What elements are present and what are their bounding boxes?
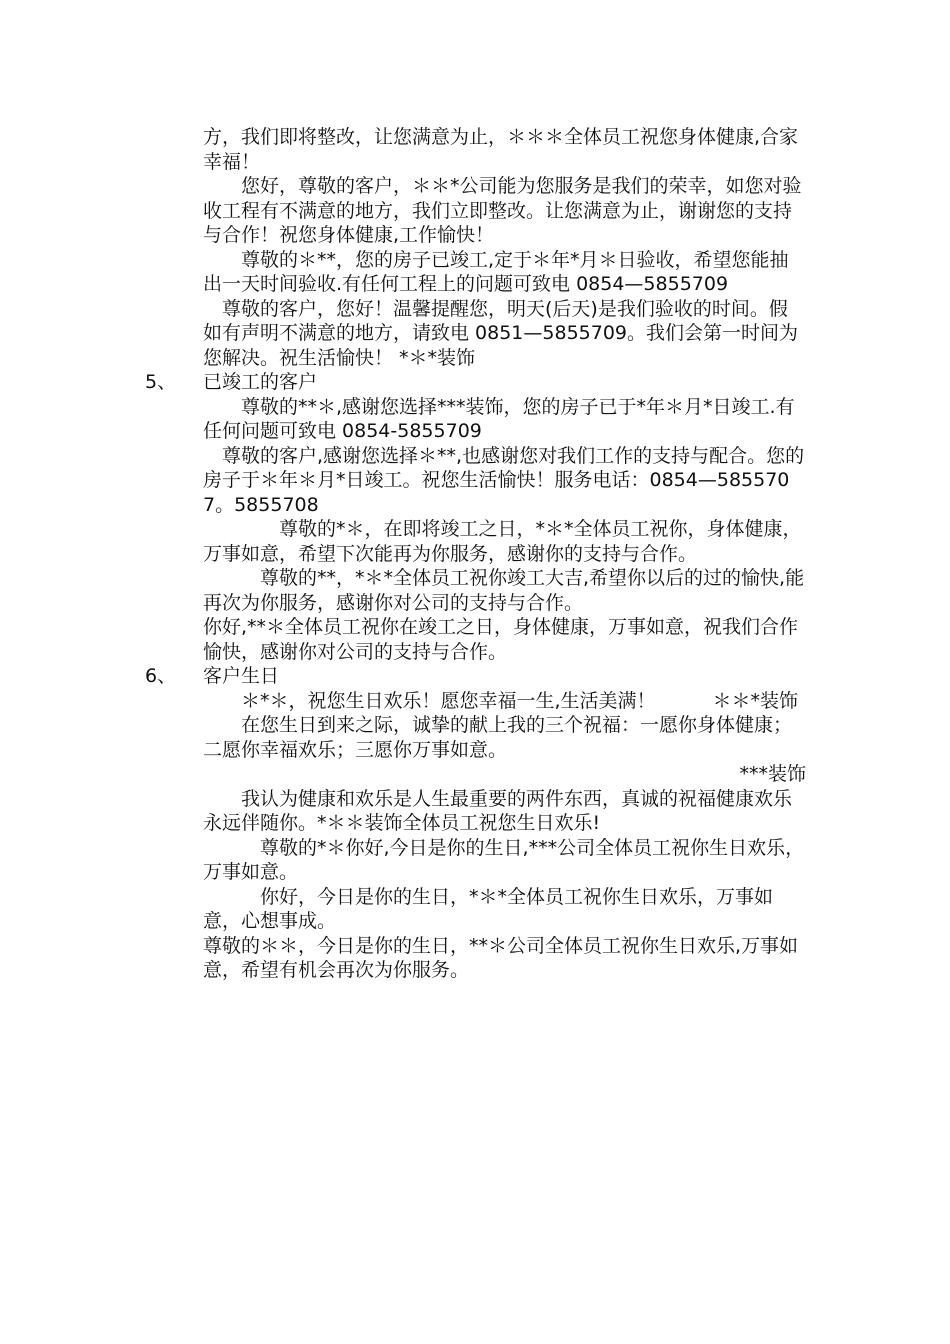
paragraph: 我认为健康和欢乐是人生最重要的两件东西，真诚的祝福健康欢乐永远伴随你。*＊＊装饰全体员工祝您生日欢乐! [203, 787, 793, 834]
paragraph: 尊敬的*＊，在即将竣工之日，*＊*全体员工祝你，身体健康，万事如意，希望下次能再为你服务，感谢你的支持与合作。 [203, 518, 802, 565]
paragraph: 尊敬的客户，您好！温馨提醒您，明天(后天)是我们验收的时间。假如有声明不满意的地方，请致电 0851—5855709。我们会第一时间为您解决。祝生活愉快！ *＊*装饰 [203, 297, 799, 369]
section-heading-6 [145, 664, 806, 689]
section-title: 已竣工的客户 [203, 371, 318, 393]
paragraph: 尊敬的客户,感谢您选择＊**,也感谢您对我们工作的支持与配合。您的房子于＊年＊月*日竣工。祝您生活愉快！服务电话：0854—5855707。5855708 [203, 444, 805, 516]
paragraph: 尊敬的＊＊，今日是你的生日，**＊公司全体员工祝你生日欢乐,万事如意，希望有机会再次为你服务。 [203, 934, 799, 981]
section-heading-5 [145, 370, 806, 395]
signature: ***装饰 [739, 763, 806, 785]
paragraph: 尊敬的*＊你好,今日是你的生日,***公司全体员工祝你生日欢乐，万事如意。 [203, 836, 805, 883]
section-title: 客户生日 [203, 665, 280, 687]
paragraph: 尊敬的＊**，您的房子已竣工,定于＊年*月＊日验收，希望您能抽出一天时间验收.有任何工程上的问题可致电 0854—5855709 [203, 248, 789, 295]
section-number: 5、 [145, 371, 177, 393]
paragraph: 您好，尊敬的客户，＊＊*公司能为您服务是我们的荣幸，如您对验收工程有不满意的地方，我们立即整改。让您满意为止，谢谢您的支持与合作！祝您身体健康,工作愉快！ [203, 175, 802, 246]
paragraph: 方，我们即将整改，让您满意为止，＊＊＊全体员工祝您身体健康,合家幸福！ [203, 126, 799, 173]
paragraph: 在您生日到来之际，诚挚的献上我的三个祝福：一愿你身体健康；二愿你幸福欢乐；三愿你万事如意。 [203, 714, 793, 761]
document-body [145, 125, 806, 983]
paragraph: 你好,**＊全体员工祝你在竣工之日，身体健康，万事如意，祝我们合作愉快，感谢你对公司的支持与合作。 [203, 616, 799, 663]
paragraph: ＊*＊，祝您生日欢乐！愿您幸福一生,生活美满！ ＊＊*装饰 [203, 689, 799, 712]
paragraph: 尊敬的**，*＊*全体员工祝你竣工大吉,希望你以后的过的愉快,能再次为你服务，感谢你对公司的支持与合作。 [203, 567, 805, 614]
paragraph: 你好，今日是你的生日，*＊*全体员工祝你生日欢乐，万事如意，心想事成。 [203, 885, 774, 932]
section-number: 6、 [145, 665, 177, 687]
paragraph: 尊敬的**＊,感谢您选择***装饰，您的房子已于*年＊月*日竣工.有任何问题可致电 0854-5855709 [203, 395, 795, 442]
